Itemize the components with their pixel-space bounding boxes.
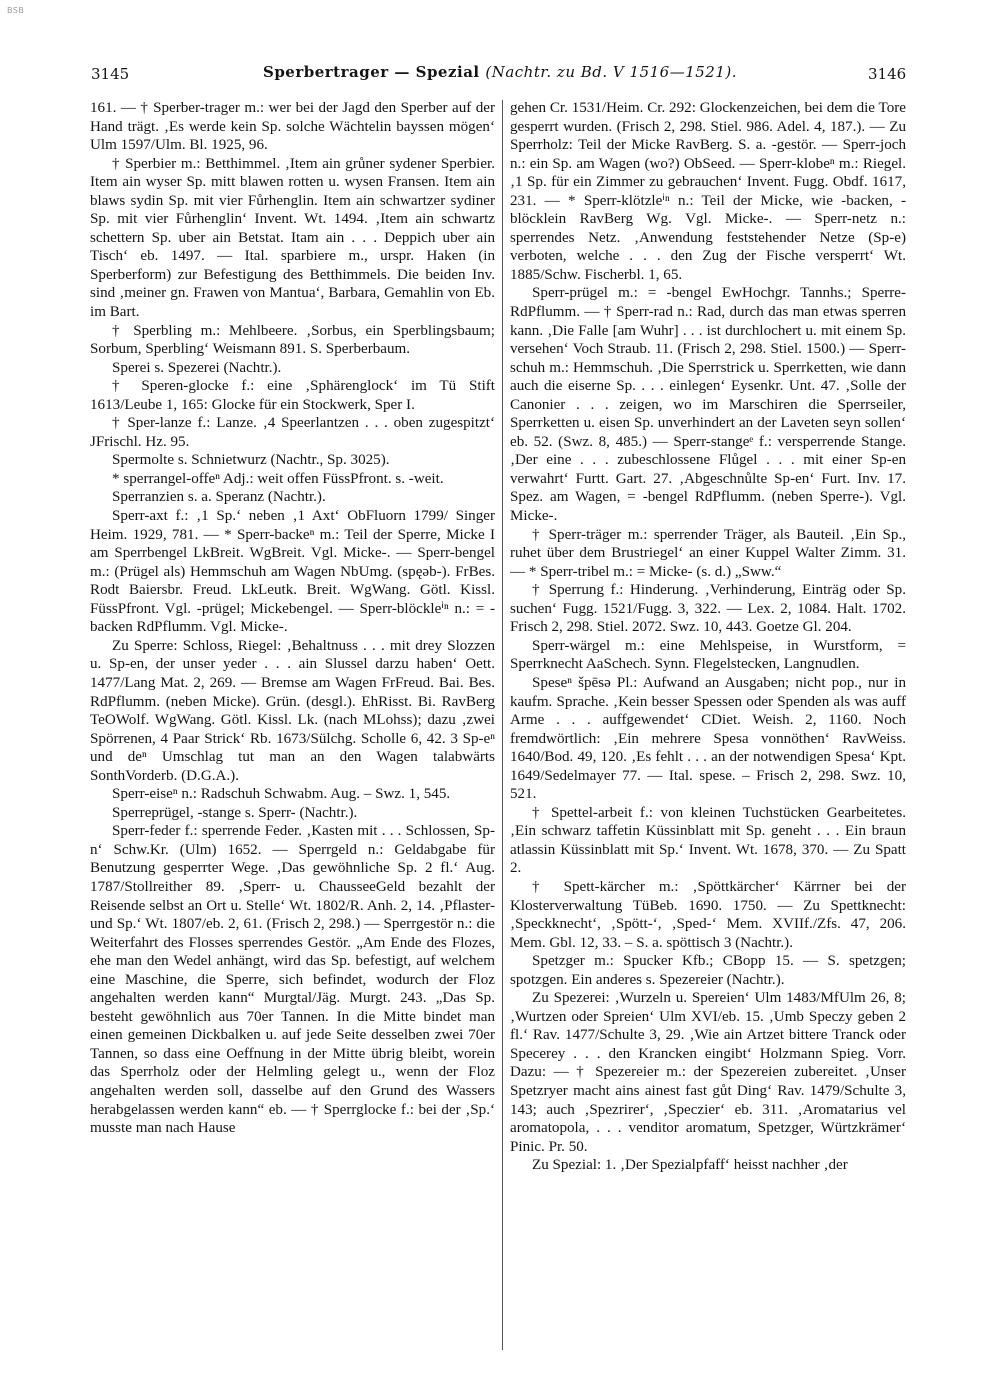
entry: Spermolte s. Schnietwurz (Nachtr., Sp. 3025). — [112, 452, 390, 469]
entry: Sperr-axt f.: ‚1 Sp.‘ neben ‚1 Axt‘ ObFluorn 1799/ Singer Heim. 1929, 781. — * Sperr-backeⁿ m.: Teil der Sperre, Micke I am Sperrbengel LkBreit. WgBreit. Vgl. Micke-. — Sperr-bengel m.: (Prügel als) Hemmschuh am Wagen NbUmg. (spęəb-). FrBes. Rodt Baiersbr. Freud. LkLeutk. Breit. WgWang. Götl. Kissl. FüssPfront. Vgl. -prügel; Mickebengel. — Sperr-blöckleⁱⁿ n.: = -backen RdPflumm. Vgl. Micke-. — [90, 508, 495, 636]
entry: Zu Spezerei: ‚Wurzeln u. Spereien‘ Ulm 1483/MfUlm 26, 8; ‚Wurtzen oder Spreien‘ Ulm XVI/eb. 15. ‚Umb Speczy geben 2 fl.‘ Rav. 1477/Schulte 3, 29. ‚Wie ain Artzet bittere Tranck oder Specerey . . . den Krancken eingibt‘ Holzmann Spieg. Vorr. Dazu: — † Spezereier m.: der Spezereien zubereitet. ‚Unser Spetzryer macht ains ainest fast gůt Ding‘ Rav. 1479/Schulte 3, 143; auch ‚Spezrirer‘, ‚Speczier‘ eb. 311. ‚Aromatarius vel aromatopola, . . . venditor aromatum, Spetzger, Würtzkrämer‘ Pinic. Pr. 50. — [510, 990, 906, 1155]
left-column — [90, 99, 495, 1369]
header-title: Sperbertrager — Spezial — [262, 63, 480, 81]
right-column — [510, 99, 906, 1369]
entry: 161. — † Sperber-trager m.: wer bei der Jagd den Sperber auf der Hand trägt. ‚Es werde kein Sp. solche Wächtelin bayssen mögen‘ Ulm 1597/Ulm. Bl. 1925, 96. — [90, 100, 495, 154]
entry: Sperranzien s. a. Speranz (Nachtr.). — [112, 489, 326, 506]
entry: Sperr-feder f.: sperrende Feder. ‚Kasten mit . . . Schlossen, Sp-n‘ Schw.Kr. (Ulm) 1652. — Sperrgeld n.: Geldabgabe für Benutzung gesperrter Wege. ‚Das gewöhnliche Sp. 2 fl.‘ Aug. 1787/Stollreither 89. ‚Sperr- u. ChausseeGeld bezahlt der Reisende selbst an Ort u. Stelle‘ Wt. 1802/R. Anh. 2, 14. ‚Pflaster- und Sp.‘ Wt. 1807/eb. 2, 61. (Frisch 2, 298.) — Sperrgestör n.: die Weiterfahrt des Flosses sperrendes Gestör. „Am Ende des Flozes, ehe man den Wedel anhängt, wird das Sp. befestigt, auf welchem eine Maschine, die Sperre, sich befindet, wodurch der Floz angehalten werden kann“ Murgtal/Jäg. Murgt. 243. „Das Sp. besteht gewöhnlich aus 70er Tannen. In die Mitte bindet man einen gemeinen Dickbalken u. auf jede Seite desselben zwei 70er Tannen, so dass eine Oeffnung in der Mitte übrig bleibt, worein das Sperrholz oder der Helmling gelegt u., wenn der Floz angehalten werden soll, dasselbe auf den Grund des Wassers herabgelassen werden kann“ eb. — † Sperrglocke f.: bei der ‚Sp.‘ musste man nach Hause — [90, 823, 495, 1137]
running-header — [0, 63, 1000, 81]
entry: Sperr-eiseⁿ n.: Radschuh Schwabm. Aug. – Swz. 1, 545. — [112, 786, 451, 803]
entry: † Speren-glocke f.: eine ‚Sphärenglock‘ im Tü Stift 1613/Leube 1, 165: Glocke für ein Stockwerk, Sper I. — [90, 378, 495, 413]
entry: Sperreprügel, -stange s. Sperr- (Nachtr.). — [112, 804, 358, 821]
column-divider — [502, 100, 503, 1350]
entry: Zu Sperre: Schloss, Riegel: ‚Behaltnuss . . . mit drey Slozzen u. Sp-en, der unser yeder . . . ain Slussel darzu haben‘ Oett. 1477/Lang Mat. 2, 269. — Bremse am Wagen FrFreud. Bai. Bes. RdPflumm. (neben Micke). Grün. (desgl.). EhRisst. Bi. RavBerg TeOWolf. WgWang. Götl. Kissl. Lk. (nach MLohss); dazu ‚zwei Spörrenen, 4 Paar Strick‘ Rb. 1673/Sülchg. Scholle 6, 42. 3 Sp-eⁿ und deⁿ Umschlag tut man an den Wagen talabwärts SonthVorderb. (D.G.A.). — [90, 637, 495, 784]
entry: † Sperbling m.: Mehlbeere. ‚Sorbus, ein Sperblingsbaum; Sorbum, Sperbling‘ Weismann 891. S. Sperberbaum. — [90, 322, 495, 358]
entry: † Sperr-träger m.: sperrender Träger, als Bauteil. ‚Ein Sp., ruhet über dem Brustriegel‘ an einer Kuppel Walter Zimm. 31. — * Sperr-tribel m.: = Micke- (s. d.) „Sww.“ — [510, 526, 906, 580]
entry: Zu Spezial: 1. ‚Der Spezialpfaff‘ heisst nachher ‚der — [532, 1157, 848, 1174]
header-note: (Nachtr. zu Bd. V 1516—1521). — [485, 63, 737, 81]
entry: † Sperbier m.: Betthimmel. ‚Item ain grůner sydener Sperbier. Item ain wyser Sp. mitt blawen rotten u. wysen Fransen. Item ain blaws sydin Sp. mit vier Fůrhenglin. Item ain schwartzer sydiner Sp. mit vier Fůrhenglin‘ Invent. Wt. 1494. ‚Item ain schwartz schettern Sp. uber ain Betstat. Itam ain . . . Deppich uber ain Tisch‘ eb. 1497. — Ital. sparbiere m., urspr. Haken (in Sperberform) zur Befestigung des Betthimmels. Die beiden Inv. sind ‚meiner gn. Frawen von Mantua‘, Barbara, Gemahlin von Eb. im Bart. — [90, 155, 495, 321]
page-number-right: 3146 — [868, 65, 907, 83]
entry: † Spett-kärcher m.: ‚Spöttkärcher‘ Kärrner bei der Klosterverwaltung TüBeb. 1690. 1750. — Zu Spettknecht: ‚Speckknecht‘, ‚Spött-‘, ‚Sped-‘ Mem. XVIIf./Zfs. 47, 206. Mem. Gbl. 12, 33. – S. a. spöttisch 3 (Nachtr.). — [510, 878, 906, 951]
entry: † Sperrung f.: Hinderung. ‚Verhinderung, Einträg oder Sp. suchen‘ Fugg. 1521/Fugg. 3, 322. — Lex. 2, 1084. Halt. 1702. Frisch 2, 298. Stiel. 2072. Swz. 10, 443. Goetze Gl. 204. — [510, 582, 906, 636]
entry: Spetzger m.: Spucker Kfb.; CBopp 15. — S. spetzgen; spotzgen. Ein anderes s. Spezereier (Nachtr.). — [510, 953, 906, 988]
watermark: BSB — [7, 6, 25, 15]
entry: * sperrangel-offeⁿ Adj.: weit offen FüssPfront. s. -weit. — [112, 470, 444, 487]
page-number-left: 3145 — [91, 65, 130, 83]
entry: Speseⁿ špēsə Pl.: Aufwand an Ausgaben; nicht pop., nur in kaufm. Sprache. ‚Kein besser Spessen oder Spenden als was auff Arme . . . auffgewendet‘ CDiet. Weish. 2, 1160. Noch fremdwörtlich: ‚Ein mehrere Spesa vonnöthen‘ RavWeiss. 1640/Bod. 49, 120. ‚Es fehlt . . . an der notwendigen Spesa‘ Kpt. 1649/Sedelmayer 77. — Ital. spese. – Frisch 2, 298. Swz. 10, 521. — [510, 674, 906, 803]
entry: † Spettel-arbeit f.: von kleinen Tuchstücken Gearbeitetes. ‚Ein schwarz taffetin Küssinblatt mit Sp. geneht . . . Ein braun atlassin Küssinblatt mit Sp.‘ Invent. Wt. 1678, 370. — Zu Spatt 2. — [510, 804, 906, 877]
entry: † Sper-lanze f.: Lanze. ‚4 Speerlantzen . . . oben zugespitzt‘ JFrischl. Hz. 95. — [90, 415, 495, 450]
entry: Sperei s. Spezerei (Nachtr.). — [112, 359, 282, 376]
entry: Sperr-wärgel m.: eine Mehlspeise, in Wurstform, = Sperrknecht AaSchech. Synn. Flegelstecken, Langnudlen. — [510, 637, 906, 673]
entry: Sperr-prügel m.: = -bengel EwHochgr. Tannhs.; Sperre- RdPflumm. — † Sperr-rad n.: Rad, durch das man etwas sperren kann. ‚Die Falle [am Wuhr] . . . ist durchlochert u. mit einem Sp. versehen‘ Voch Straub. 11. (Frisch 2, 298. Stiel. 1500.) — Sperr-schuh m.: Hemmschuh. ‚Die Sperrstrick u. Sperrketten, wie dann auch die eiserne Sp. . . . einlegen‘ Eysenkr. Unt. 47. ‚Solle der Canonier . . . zeigen, wo im Marschiren die Sperrseiler, Sperrketten u. eisen Sp. unverhindert an der Laveten seyn sollen‘ eb. 52. (Swz. 8, 485.) — Sperr-stangeᵉ f.: versperrende Stange. ‚Der eine . . . zubeschlossene Flůgel . . . mit einer Sp-en verwahrt‘ Furtt. Gart. 27. ‚Abgeschnůlte Sp-en‘ Furt. Inv. 17. Spez. am Wagen, = -bengel RdPflumm. (neben Sperre-). Vgl. Micke-. — [510, 285, 906, 525]
entry: gehen Cr. 1531/Heim. Cr. 292: Glockenzeichen, bei dem die Tore gesperrt wurden. (Frisch 2, 298. Stiel. 986. Adel. 4, 187.). — Zu Sperrholz: Teil der Micke RavBerg. S. a. -gestör. — Sperr-joch n.: ein Sp. am Wagen (wo?) ObSeed. — Sperr-klobeⁿ m.: Riegel. ‚1 Sp. für ein Zimmer zu gebrauchen‘ Invent. Fugg. Obdf. 1617, 231. — * Sperr-klötzleⁱⁿ n.: Teil der Micke, wie -backen, -blöcklein RavBerg Wg. Vgl. Micke-. — Sperr-netz n.: sperrendes Netz. ‚Anwendung feststehender Netze (Sp-e) verboten, welche . . . den Zug der Fische versperrt‘ Wt. 1885/Schw. Fischerbl. 1, 65. — [510, 100, 906, 283]
